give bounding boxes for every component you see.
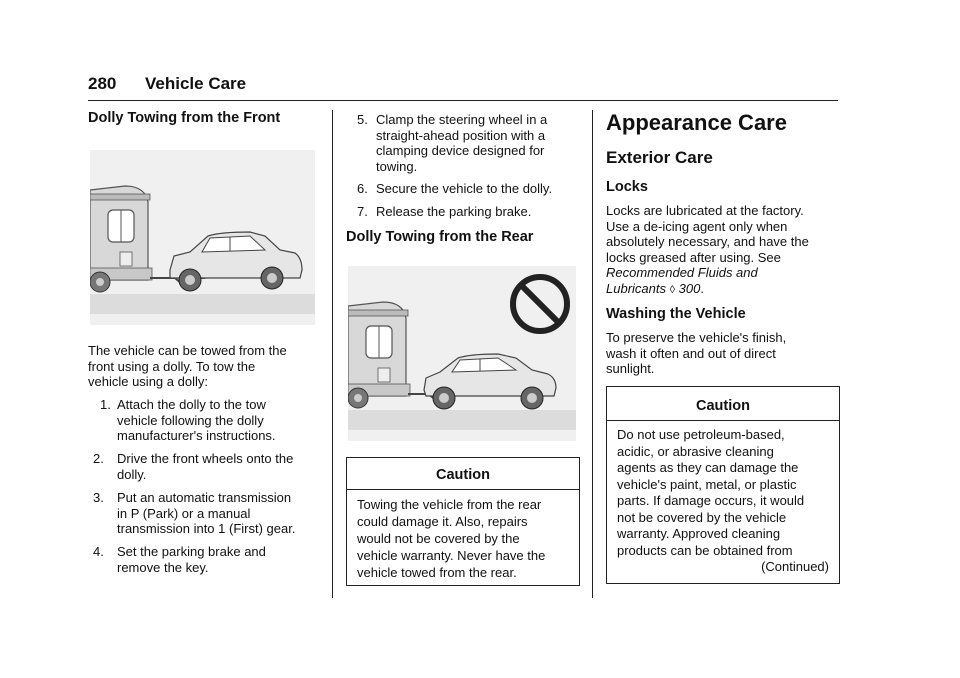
washing-line: To preserve the vehicle's finish,	[606, 330, 787, 345]
caution-line: acidic, or abrasive cleaning	[617, 443, 774, 459]
column-divider	[592, 110, 593, 598]
caution-line: agents as they can damage the	[617, 460, 799, 475]
step-line: Put an automatic transmission	[117, 490, 292, 505]
step-line: towing.	[376, 158, 418, 174]
caution-line: could damage it. Also, repairs	[357, 514, 528, 529]
caution-line: vehicle warranty. Never have the	[357, 548, 546, 563]
section-title: Vehicle Care	[145, 74, 247, 93]
step-line: dolly.	[117, 466, 147, 482]
xref-line	[606, 281, 838, 299]
step-number: 2.	[93, 451, 104, 466]
caution-line: Do not use petroleum-based,	[617, 427, 785, 442]
caution-line: Towing the vehicle from the rear	[357, 497, 542, 512]
caution-title: Caution	[347, 458, 579, 490]
heading-appearance-care: Appearance Care	[606, 110, 787, 135]
column-divider	[332, 110, 333, 598]
washing-text	[606, 330, 838, 377]
step-line: Set the parking brake and	[117, 544, 266, 559]
caution-line: vehicle towed from the rear.	[357, 565, 517, 580]
xref-period: .	[700, 280, 704, 296]
washing-line: sunlight.	[606, 361, 655, 376]
tow-truck-dolly-rear-graphic	[348, 266, 576, 441]
caution-line: products can be obtained from	[617, 542, 793, 558]
step-number: 7.	[357, 204, 368, 219]
step-line: Attach the dolly to the tow	[117, 397, 266, 412]
intro-text	[88, 343, 323, 390]
caution-title: Caution	[607, 387, 839, 421]
caution-body	[347, 490, 579, 581]
step-line: in P (Park) or a manual	[117, 505, 251, 521]
dolly-front-illustration	[90, 150, 315, 325]
caution-box-rear	[346, 457, 580, 586]
step-line: Release the parking brake.	[376, 204, 532, 219]
caution-body	[607, 421, 839, 576]
step-line: Secure the vehicle to the dolly.	[376, 181, 553, 196]
step-line: Clamp the steering wheel in a	[376, 112, 548, 127]
heading-washing: Washing the Vehicle	[606, 306, 746, 322]
tow-truck-dolly-front-graphic	[90, 150, 315, 325]
page-ref-icon: ◊	[669, 283, 676, 296]
caution-line: warranty. Approved cleaning	[617, 526, 781, 541]
locks-line: absolutely necessary, and have the	[606, 234, 809, 249]
heading-exterior-care: Exterior Care	[606, 148, 713, 167]
page-number: 280	[88, 74, 117, 93]
caution-line: would not be covered by the	[357, 531, 520, 546]
washing-line: wash it often and out of direct	[606, 345, 776, 361]
continued-label: (Continued)	[761, 559, 829, 574]
step-number: 4.	[93, 544, 104, 559]
heading-dolly-front: Dolly Towing from the Front	[88, 110, 281, 126]
step-line: remove the key.	[117, 559, 209, 575]
intro-line: vehicle using a dolly:	[88, 374, 208, 389]
intro-line: The vehicle can be towed from the	[88, 343, 287, 358]
step-number: 1.	[100, 397, 111, 412]
locks-line: Use a de-icing agent only when	[606, 218, 788, 234]
heading-locks: Locks	[606, 179, 648, 195]
step-number: 6.	[357, 181, 368, 196]
caution-line: not be covered by the vehicle	[617, 509, 787, 525]
step-number: 3.	[93, 490, 104, 505]
step-line: Drive the front wheels onto the	[117, 451, 294, 466]
xref-page[interactable]: 300	[678, 280, 701, 296]
dolly-rear-illustration	[348, 266, 576, 441]
step-line: vehicle following the dolly	[117, 412, 264, 428]
step-number: 5.	[357, 112, 368, 127]
column-1	[88, 110, 318, 126]
heading-dolly-rear: Dolly Towing from the Rear	[346, 229, 534, 245]
locks-line: Locks are lubricated at the factory.	[606, 203, 804, 218]
locks-line: locks greased after using. See	[606, 249, 781, 265]
step-line: clamping device designed for	[376, 143, 545, 158]
xref-recommended-fluids[interactable]: Recommended Fluids and	[606, 265, 758, 280]
locks-text	[606, 203, 838, 298]
intro-line: front using a dolly. To tow the	[88, 358, 256, 374]
step-line: manufacturer's instructions.	[117, 428, 276, 443]
page-header	[88, 72, 838, 101]
caution-line: vehicle's paint, metal, or plastic	[617, 476, 797, 492]
step-line: straight-ahead position with a	[376, 127, 546, 143]
caution-line: parts. If damage occurs, it would	[617, 493, 805, 508]
xref-lubricants[interactable]: Lubricants	[606, 280, 666, 296]
step-line: transmission into 1 (First) gear.	[117, 521, 296, 536]
caution-box-washing	[606, 386, 840, 584]
